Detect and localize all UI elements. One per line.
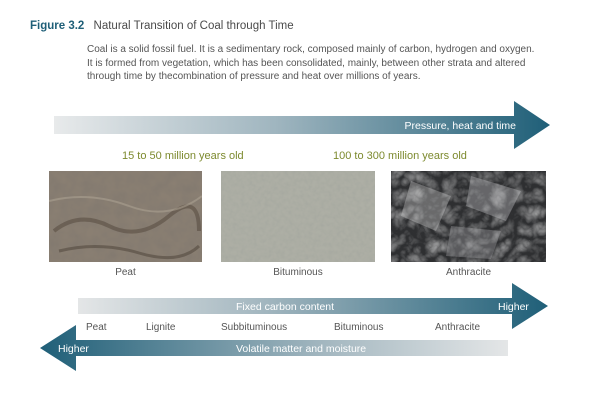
peat-photo [49,171,202,262]
figure-description: Coal is a solid fossil fuel. It is a sedimentary rock, composed mainly of carbon, hydrogen and oxygen. It is formed from vegetation, which has been consolidated, mainly, between other strata and altered through time by thecombination of pressure and heat over millions of years. [87,44,535,82]
bituminous-caption: Bituminous [273,267,323,278]
figure-label: Figure 3.2 [30,20,85,32]
fixed-carbon-label: Fixed carbon content [236,301,335,313]
rank-anthracite: Anthracite [435,322,481,333]
figure-title [30,20,294,32]
rank-lignite: Lignite [146,322,176,333]
age-label-young: 15 to 50 million years old [122,150,244,162]
peat-caption: Peat [115,267,136,278]
rank-peat: Peat [86,322,107,333]
anthracite-photo [391,171,546,262]
rank-bituminous: Bituminous [334,322,384,333]
bituminous-photo [221,171,375,262]
rank-subbituminous: Subbituminous [221,322,288,333]
fixed-carbon-higher-label: Higher [498,301,529,313]
pressure-arrow-label: Pressure, heat and time [404,120,516,132]
figure-caption: Natural Transition of Coal through Time [93,20,294,32]
volatile-higher-label: Higher [58,343,89,355]
age-label-old: 100 to 300 million years old [333,150,467,162]
anthracite-caption: Anthracite [445,267,492,278]
volatile-matter-label: Volatile matter and moisture [236,343,367,355]
